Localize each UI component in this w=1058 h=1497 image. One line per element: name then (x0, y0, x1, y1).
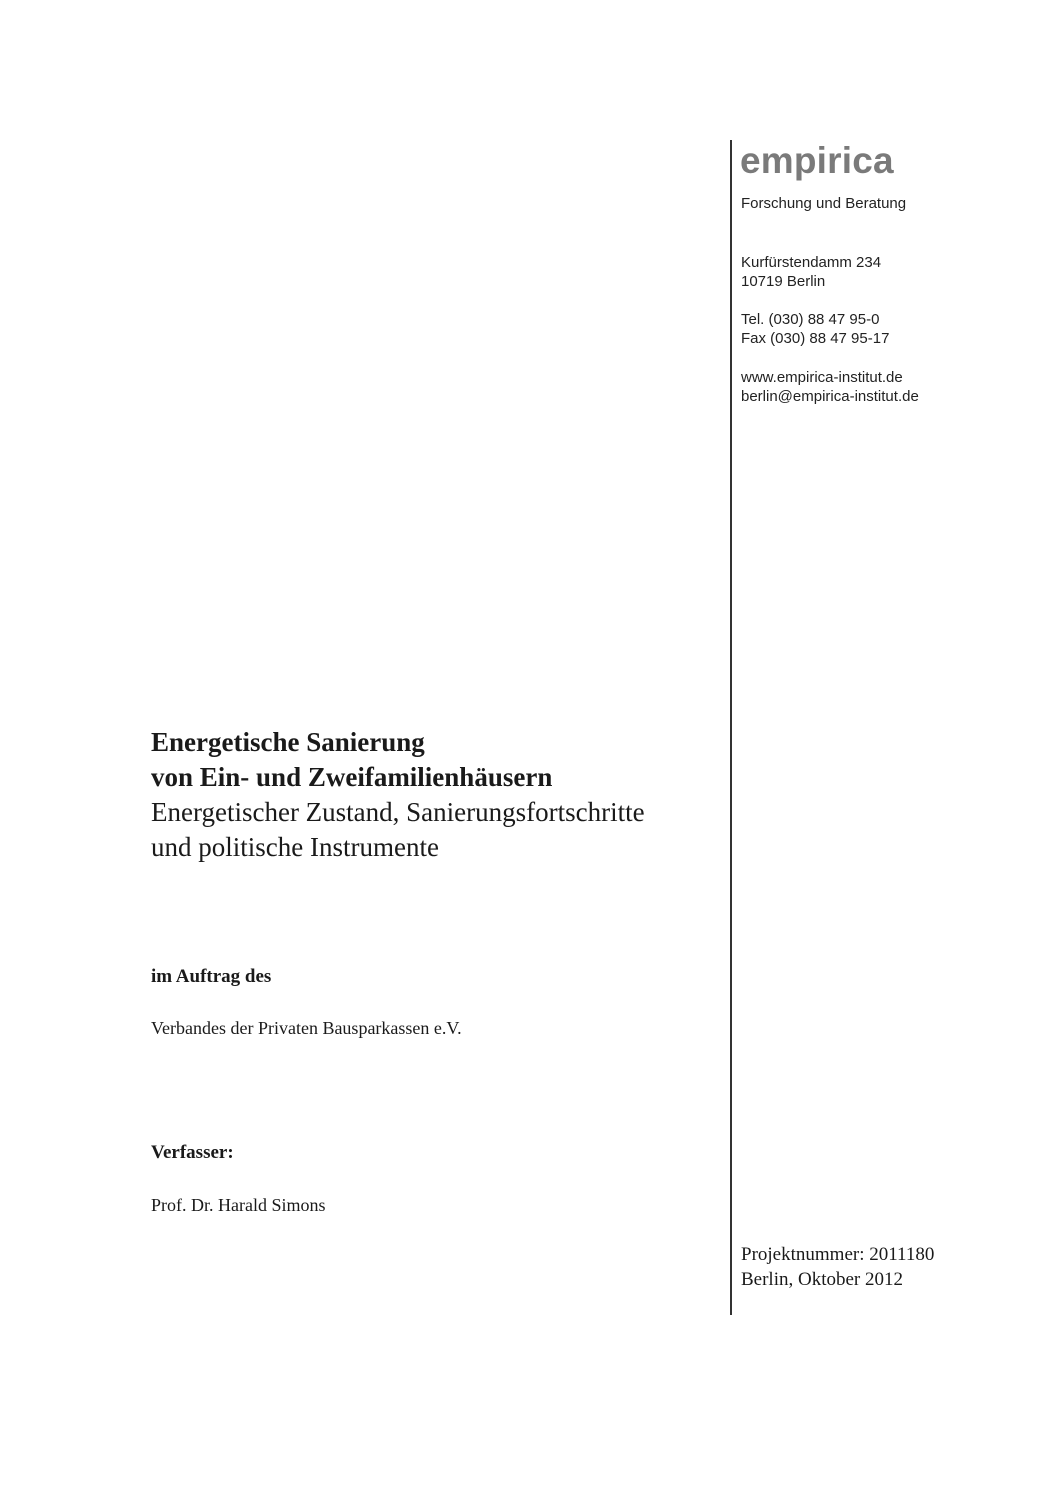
address-street: Kurfürstendamm 234 (741, 254, 882, 271)
author-label: Verfasser: (151, 1142, 234, 1163)
brand-tagline: Forschung und Beratung (741, 195, 907, 212)
phone-block (741, 310, 889, 348)
vertical-divider (730, 140, 732, 1315)
fax-number: Fax (030) 88 47 95-17 (741, 330, 890, 347)
project-number: Projektnummer: 2011180 (741, 1244, 935, 1265)
document-title-block (151, 725, 645, 865)
address-city: 10719 Berlin (741, 273, 826, 290)
document-subtitle-line-1: Energetischer Zustand, Sanierungsfortschritte (151, 797, 645, 827)
document-title-line-1: Energetische Sanierung (151, 727, 425, 757)
email-link[interactable]: berlin@empirica-institut.de (741, 388, 919, 405)
author-name: Prof. Dr. Harald Simons (151, 1195, 326, 1215)
client-name: Verbandes der Privaten Bausparkassen e.V. (151, 1018, 462, 1038)
phone-number: Tel. (030) 88 47 95-0 (741, 311, 880, 328)
document-title-line-2: von Ein- und Zweifamilienhäusern (151, 762, 553, 792)
document-subtitle-line-2: und politische Instrumente (151, 832, 439, 862)
project-info-block (741, 1242, 934, 1292)
web-block (741, 368, 919, 406)
address-block (741, 253, 881, 291)
brand-logo-text: empirica (740, 140, 894, 181)
client-label: im Auftrag des (151, 966, 272, 987)
project-place-date: Berlin, Oktober 2012 (741, 1269, 904, 1290)
website-link[interactable]: www.empirica-institut.de (741, 369, 903, 386)
